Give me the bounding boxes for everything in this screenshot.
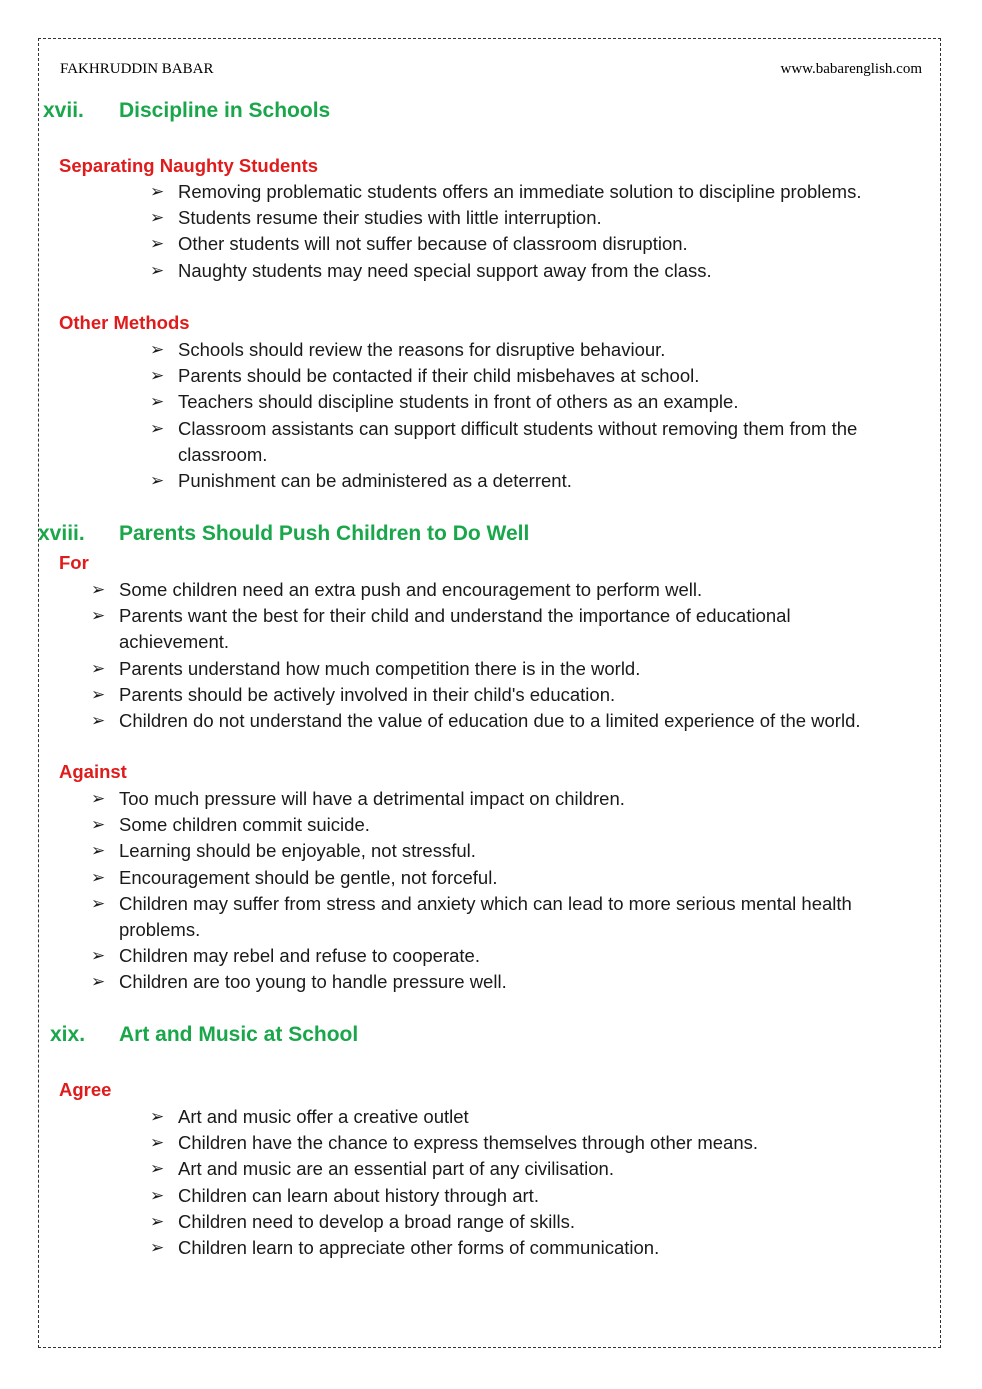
arrow-bullet-icon: ➢ — [91, 789, 106, 808]
list-item: ➢ Children learn to appreciate other forms of communication. — [150, 1235, 910, 1261]
bullet-list-separating — [150, 179, 930, 284]
section-number: xviii. — [38, 522, 85, 545]
section-number: xvii. — [43, 99, 84, 122]
subheading-against: Against — [59, 761, 127, 782]
arrow-bullet-icon: ➢ — [91, 815, 106, 835]
list-item: ➢ Art and music offer a creative outlet — [150, 1104, 910, 1130]
list-item: ➢ Children are too young to handle pressure well. — [91, 969, 921, 995]
arrow-bullet-icon: ➢ — [91, 946, 106, 966]
list-item: ➢ Teachers should discipline students in front of others as an example. — [150, 389, 910, 415]
list-item: ➢ Too much pressure will have a detrimental impact on children. — [91, 786, 921, 812]
arrow-bullet-icon: ➢ — [91, 684, 106, 704]
arrow-bullet-icon: ➢ — [91, 867, 106, 887]
arrow-bullet-icon: ➢ — [91, 841, 106, 861]
list-item: ➢ Schools should review the reasons for disruptive behaviour. — [150, 337, 910, 363]
arrow-bullet-icon: ➢ — [150, 208, 165, 228]
arrow-bullet-icon: ➢ — [150, 1238, 165, 1258]
arrow-bullet-icon: ➢ — [91, 893, 106, 913]
arrow-bullet-icon: ➢ — [150, 234, 165, 254]
bullet-list-other-methods — [150, 337, 910, 494]
list-item: ➢ Children need to develop a broad range of skills. — [150, 1209, 910, 1235]
list-item: ➢ Punishment can be administered as a deterrent. — [150, 468, 910, 494]
arrow-bullet-icon: ➢ — [150, 1133, 165, 1153]
list-item: ➢ Parents understand how much competition there is in the world. — [91, 656, 921, 682]
arrow-bullet-icon: ➢ — [150, 260, 165, 280]
bullet-list-against — [91, 786, 921, 996]
section-number: xix. — [50, 1023, 86, 1046]
list-item: ➢ Art and music are an essential part of any civilisation. — [150, 1156, 910, 1182]
list-item: ➢ Classroom assistants can support difficult students without removing them from the classroom. — [150, 417, 858, 465]
list-item: ➢ Other students will not suffer because of classroom disruption. — [150, 231, 930, 257]
section-title: Parents Should Push Children to Do Well — [119, 522, 530, 545]
arrow-bullet-icon: ➢ — [150, 392, 165, 412]
bullet-list-for — [91, 577, 921, 734]
arrow-bullet-icon: ➢ — [150, 471, 165, 491]
arrow-bullet-icon: ➢ — [150, 1159, 165, 1179]
arrow-bullet-icon: ➢ — [150, 1107, 165, 1126]
list-item: ➢ Naughty students may need special support away from the class. — [150, 258, 930, 284]
arrow-bullet-icon: ➢ — [150, 1211, 165, 1231]
list-item: ➢ Encouragement should be gentle, not forceful. — [91, 865, 921, 891]
arrow-bullet-icon: ➢ — [150, 366, 165, 386]
arrow-bullet-icon: ➢ — [150, 418, 165, 438]
arrow-bullet-icon: ➢ — [150, 1185, 165, 1205]
list-item: ➢ Children may rebel and refuse to cooperate. — [91, 943, 921, 969]
arrow-bullet-icon: ➢ — [91, 606, 106, 626]
arrow-bullet-icon: ➢ — [91, 580, 106, 599]
section-title: Discipline in Schools — [119, 99, 331, 122]
bullet-list-agree — [150, 1104, 910, 1261]
arrow-bullet-icon: ➢ — [150, 182, 165, 201]
list-item: ➢ Removing problematic students offers an immediate solution to discipline problems. — [150, 179, 930, 205]
list-item: ➢ Some children commit suicide. — [91, 812, 921, 838]
list-item: ➢ Children have the chance to express themselves through other means. — [150, 1130, 910, 1156]
list-item: ➢ Some children need an extra push and encouragement to perform well. — [91, 577, 921, 603]
list-item: ➢ Children do not understand the value of education due to a limited experience of the world. — [91, 708, 921, 734]
subheading-other-methods: Other Methods — [59, 312, 190, 333]
list-item: ➢ Parents want the best for their child and understand the importance of educational achievement. — [91, 605, 791, 653]
header-website: www.babarenglish.com — [780, 61, 922, 77]
arrow-bullet-icon: ➢ — [91, 658, 106, 678]
arrow-bullet-icon: ➢ — [91, 972, 106, 992]
subheading-for: For — [59, 552, 89, 573]
list-item: ➢ Students resume their studies with little interruption. — [150, 205, 930, 231]
list-item: ➢ Learning should be enjoyable, not stressful. — [91, 838, 921, 864]
header-author: FAKHRUDDIN BABAR — [60, 61, 214, 77]
subheading-agree: Agree — [59, 1079, 112, 1100]
arrow-bullet-icon: ➢ — [150, 340, 165, 359]
arrow-bullet-icon: ➢ — [91, 711, 106, 731]
subheading-separating-naughty-students: Separating Naughty Students — [59, 155, 319, 176]
list-item: ➢ Parents should be contacted if their child misbehaves at school. — [150, 363, 910, 389]
list-item: ➢ Children may suffer from stress and anxiety which can lead to more serious mental health problems. — [91, 892, 852, 941]
list-item: ➢ Children can learn about history through art. — [150, 1183, 910, 1209]
section-title: Art and Music at School — [119, 1023, 359, 1046]
list-item: ➢ Parents should be actively involved in their child's education. — [91, 682, 921, 708]
